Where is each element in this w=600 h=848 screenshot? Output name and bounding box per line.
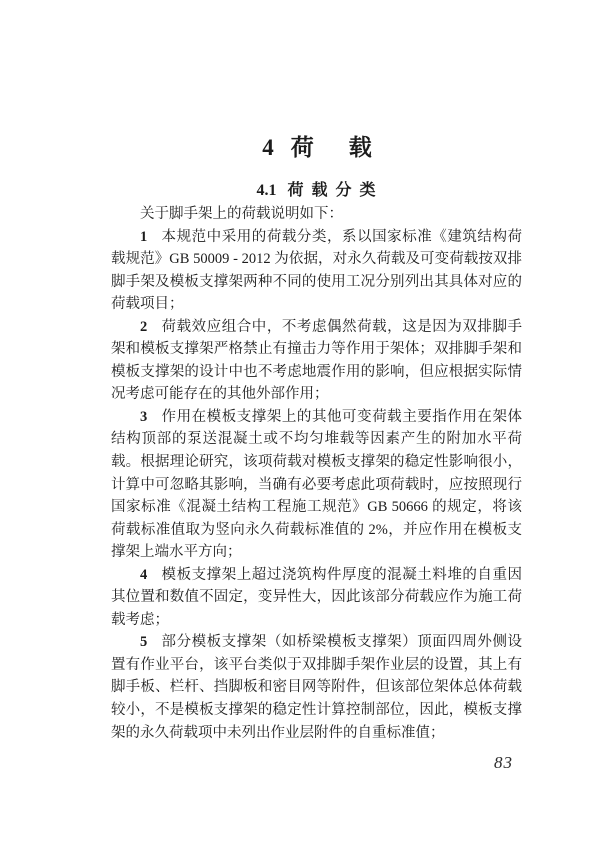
paragraph-text: 本规范中采用的荷载分类，系以国家标准《建筑结构荷载规范》GB 50009 - 2012 为依据，对永久荷载及可变荷载按双排脚手架及模板支撑架两种不同的使用工况分别列出其具体对应的荷载项目； [111,228,522,313]
paragraph-number: 2 [140,318,148,335]
paragraph [111,226,522,316]
paragraph-number: 4 [140,566,148,583]
section-title: 荷 载 分 类 [287,182,378,199]
section-number: 4.1 [256,182,277,199]
page-number: 83 [494,753,513,772]
chapter-heading [111,129,523,162]
section-heading [111,177,523,200]
paragraph-number: 3 [140,408,148,425]
paragraph-number: 1 [140,228,148,245]
paragraph [111,564,522,632]
paragraph [111,316,522,406]
chapter-title-word-2: 载 [348,135,372,160]
chapter-number: 4 [262,135,274,160]
paragraph [111,631,522,744]
paragraph-text: 荷载效应组合中，不考虑偶然荷载，这是因为双排脚手架和模板支撑架严格禁止有撞击力等作用于架体；双排脚手架和模板支撑架的设计中也不考虑地震作用的影响，但应根据实际情况考虑可能存在的其他外部作用； [111,318,522,403]
body-text [111,203,522,744]
paragraph-text: 模板支撑架上超过浇筑构件厚度的混凝土料堆的自重因其位置和数值不固定，变异性大，因此该部分荷载应作为施工荷载考虑； [111,566,522,628]
paragraph [111,203,522,226]
chapter-title-word-1: 荷 [290,135,314,160]
paragraph-text: 部分模板支撑架（如桥梁模板支撑架）顶面四周外侧设置有作业平台，该平台类似于双排脚手架作业层的设置，其上有脚手板、栏杆、挡脚板和密目网等附件，但该部位架体总体荷载较小，不是模板支撑架的稳定性计算控制部位，因此，模板支撑架的永久荷载项中未列出作业层附件的自重标准值； [111,634,522,741]
paragraph-text: 作用在模板支撑架上的其他可变荷载主要指作用在架体结构顶部的泵送混凝土或不均匀堆载等因素产生的附加水平荷载。根据理论研究，该项荷载对模板支撑架的稳定性影响很小，计算中可忽略其影响，当确有必要考虑此项荷载时，应按照现行国家标准《混凝土结构工程施工规范》GB 50666 的规定，将该荷载标准值取为竖向永久荷载标准值的 2%，并应作用在模板支撑架上端水平方向； [111,408,522,561]
paragraph-number: 5 [140,634,148,651]
paragraph [111,406,522,564]
paragraph-text: 关于脚手架上的荷载说明如下： [140,206,343,222]
